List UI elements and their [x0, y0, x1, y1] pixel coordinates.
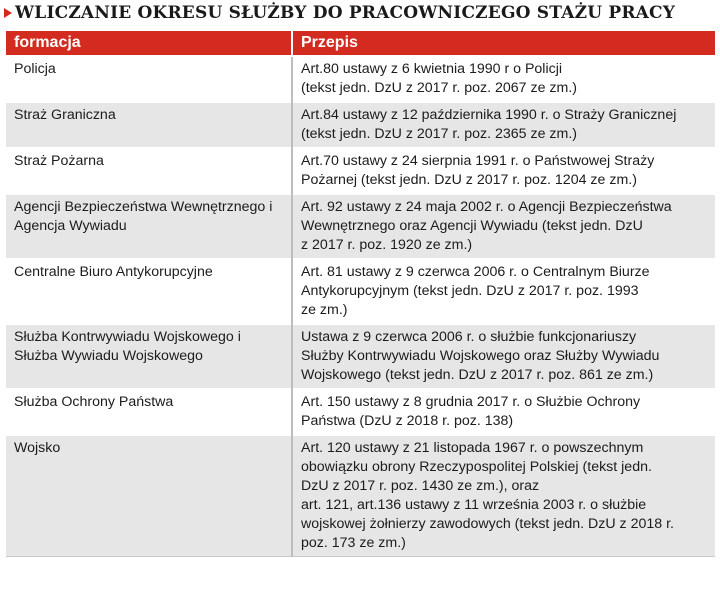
cell-formacja: Służba Ochrony Państwa [5, 389, 292, 435]
table-row [5, 389, 716, 435]
przepis-line: Wewnętrznego oraz Agencji Wywiadu (tekst jedn. DzU [301, 218, 643, 234]
przepis-line: DzU z 2017 r. poz. 1430 ze zm.), oraz [301, 478, 540, 494]
table-row [5, 435, 716, 557]
cell-formacja: Centralne Biuro Antykorupcyjne [5, 259, 292, 324]
przepis-line: Art. 120 ustawy z 21 listopada 1967 r. o powszechnym [301, 440, 644, 456]
przepis-line: Wojskowego (tekst jedn. DzU z 2017 r. poz. 861 ze zm.) [301, 367, 654, 383]
page-title: WLICZANIE OKRESU SŁUŻBY DO PRACOWNICZEGO STAŻU PRACY [15, 3, 676, 23]
cell-przepis [292, 148, 716, 194]
przepis-line: Służby Kontrwywiadu Wojskowego oraz Służby Wywiadu [301, 348, 660, 364]
table-header-row [5, 30, 716, 56]
przepis-line: poz. 173 ze zm.) [301, 535, 406, 551]
cell-przepis [292, 56, 716, 102]
przepis-line: Art. 150 ustawy z 8 grudnia 2017 r. o Służbie Ochrony [301, 394, 641, 410]
cell-formacja: Policja [5, 56, 292, 102]
przepis-line: Art. 92 ustawy z 24 maja 2002 r. o Agencji Bezpieczeństwa [301, 199, 672, 215]
title-bar [4, 2, 675, 24]
cell-formacja: Straż Graniczna [5, 102, 292, 148]
przepis-line: Art.80 ustawy z 6 kwietnia 1990 r o Policji [301, 61, 563, 77]
przepis-line: wojskowej żołnierzy zawodowych (tekst jedn. DzU z 2018 r. [301, 516, 674, 532]
arrow-icon [4, 8, 12, 18]
przepis-line: z 2017 r. poz. 1920 ze zm.) [301, 237, 473, 253]
regulations-table [4, 29, 717, 557]
table-row [5, 102, 716, 148]
przepis-line: Art.84 ustawy z 12 października 1990 r. o Straży Granicznej [301, 107, 677, 123]
cell-formacja: Służba Kontrwywiadu Wojskowego i Służba Wywiadu Wojskowego [5, 324, 292, 389]
przepis-line: Antykorupcyjnym (tekst jedn. DzU z 2017 r. poz. 1993 [301, 283, 639, 299]
przepis-line: Art.70 ustawy z 24 sierpnia 1991 r. o Państwowej Straży [301, 153, 655, 169]
przepis-line: Państwa (DzU z 2018 r. poz. 138) [301, 413, 514, 429]
cell-przepis [292, 324, 716, 389]
przepis-line: Pożarnej (tekst jedn. DzU z 2017 r. poz. 1204 ze zm.) [301, 172, 637, 188]
cell-przepis [292, 102, 716, 148]
table-row [5, 324, 716, 389]
przepis-line: (tekst jedn. DzU z 2017 r. poz. 2067 ze zm.) [301, 80, 577, 96]
przepis-line: ze zm.) [301, 302, 348, 318]
cell-formacja: Agencji Bezpieczeństwa Wewnętrznego i Agencja Wywiadu [5, 194, 292, 259]
table-row [5, 148, 716, 194]
cell-przepis [292, 259, 716, 324]
column-header-formacja: formacja [5, 30, 292, 56]
table-row [5, 194, 716, 259]
cell-formacja: Straż Pożarna [5, 148, 292, 194]
przepis-line: obowiązku obrony Rzeczypospolitej Polskiej (tekst jedn. [301, 459, 652, 475]
cell-przepis [292, 194, 716, 259]
table-row [5, 259, 716, 324]
cell-przepis [292, 389, 716, 435]
column-header-przepis: Przepis [292, 30, 716, 56]
przepis-line: Art. 81 ustawy z 9 czerwca 2006 r. o Centralnym Biurze [301, 264, 650, 280]
cell-przepis [292, 435, 716, 557]
przepis-line: (tekst jedn. DzU z 2017 r. poz. 2365 ze zm.) [301, 126, 577, 142]
przepis-line: art. 121, art.136 ustawy z 11 września 2003 r. o służbie [301, 497, 647, 513]
table-row [5, 56, 716, 102]
przepis-line: Ustawa z 9 czerwca 2006 r. o służbie funkcjonariuszy [301, 329, 637, 345]
cell-formacja: Wojsko [5, 435, 292, 557]
table-body [5, 56, 716, 557]
